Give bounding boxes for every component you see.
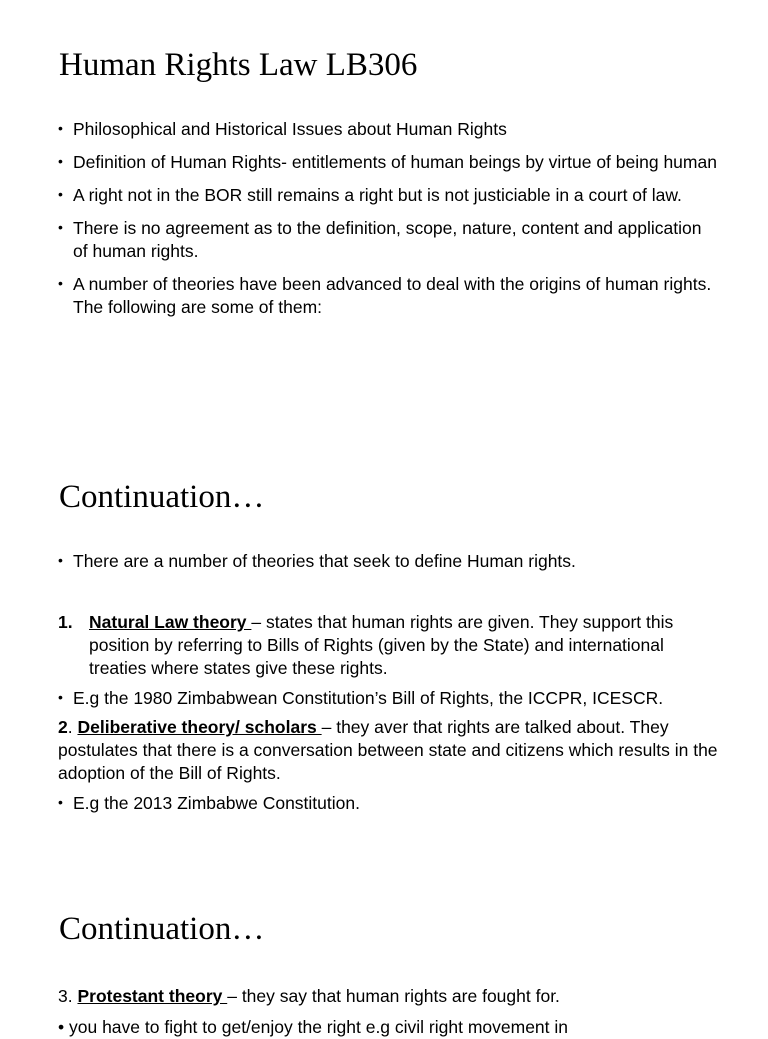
theory-description: – they aver that rights are talked about. They postulates that there is a conversation between state and citizens which results in the adoption of the Bill of Rights.: [58, 717, 718, 783]
theory-description: – they say that human rights are fought for.: [227, 986, 560, 1006]
example-bullet: • E.g the 1980 Zimbabwean Constitution’s Bill of Rights, the ICCPR, ICESCR.: [58, 687, 733, 710]
bullet-item: • A number of theories have been advanced to deal with the origins of human rights. The following are some of them:: [58, 273, 718, 319]
bullet-item: • Philosophical and Historical Issues about Human Rights: [58, 118, 718, 141]
theory-term: Protestant theory: [77, 986, 228, 1006]
item-number: 1.: [58, 612, 73, 632]
theory-term: Deliberative theory/ scholars: [77, 717, 322, 737]
item-body: [58, 611, 718, 680]
item-number-dot: .: [67, 717, 78, 737]
cut-off-bullet-line: • you have to fight to get/enjoy the right e.g civil right movement in: [58, 1017, 569, 1037]
slide-3-title: Continuation…: [59, 911, 265, 947]
slide-2-title: Continuation…: [59, 479, 265, 515]
bullet-item: • A right not in the BOR still remains a right but is not justiciable in a court of law.: [58, 184, 718, 207]
bullet-item: • There is no agreement as to the definition, scope, nature, content and application of human rights.: [58, 217, 718, 263]
bullet-item: • Definition of Human Rights- entitlements of human beings by virtue of being human: [58, 151, 718, 174]
slide-1-bullet-list: [58, 118, 718, 329]
natural-law-item: [58, 611, 718, 680]
item-number: 3.: [58, 986, 78, 1006]
item-number: 2: [58, 717, 68, 737]
protestant-theory-item: [58, 985, 718, 1008]
slide-1-title: Human Rights Law LB306: [59, 47, 418, 83]
slide-2-intro-bullet: • There are a number of theories that seek to define Human rights.: [58, 550, 576, 573]
deliberative-theory-item: [58, 716, 718, 785]
example-bullet: • E.g the 2013 Zimbabwe Constitution.: [58, 792, 733, 815]
theory-term: Natural Law theory: [89, 612, 252, 632]
theory-description: – states that human rights are given. They support this position by referring to Bills of Rights (given by the State) and international treaties where states give these rights.: [89, 612, 674, 678]
